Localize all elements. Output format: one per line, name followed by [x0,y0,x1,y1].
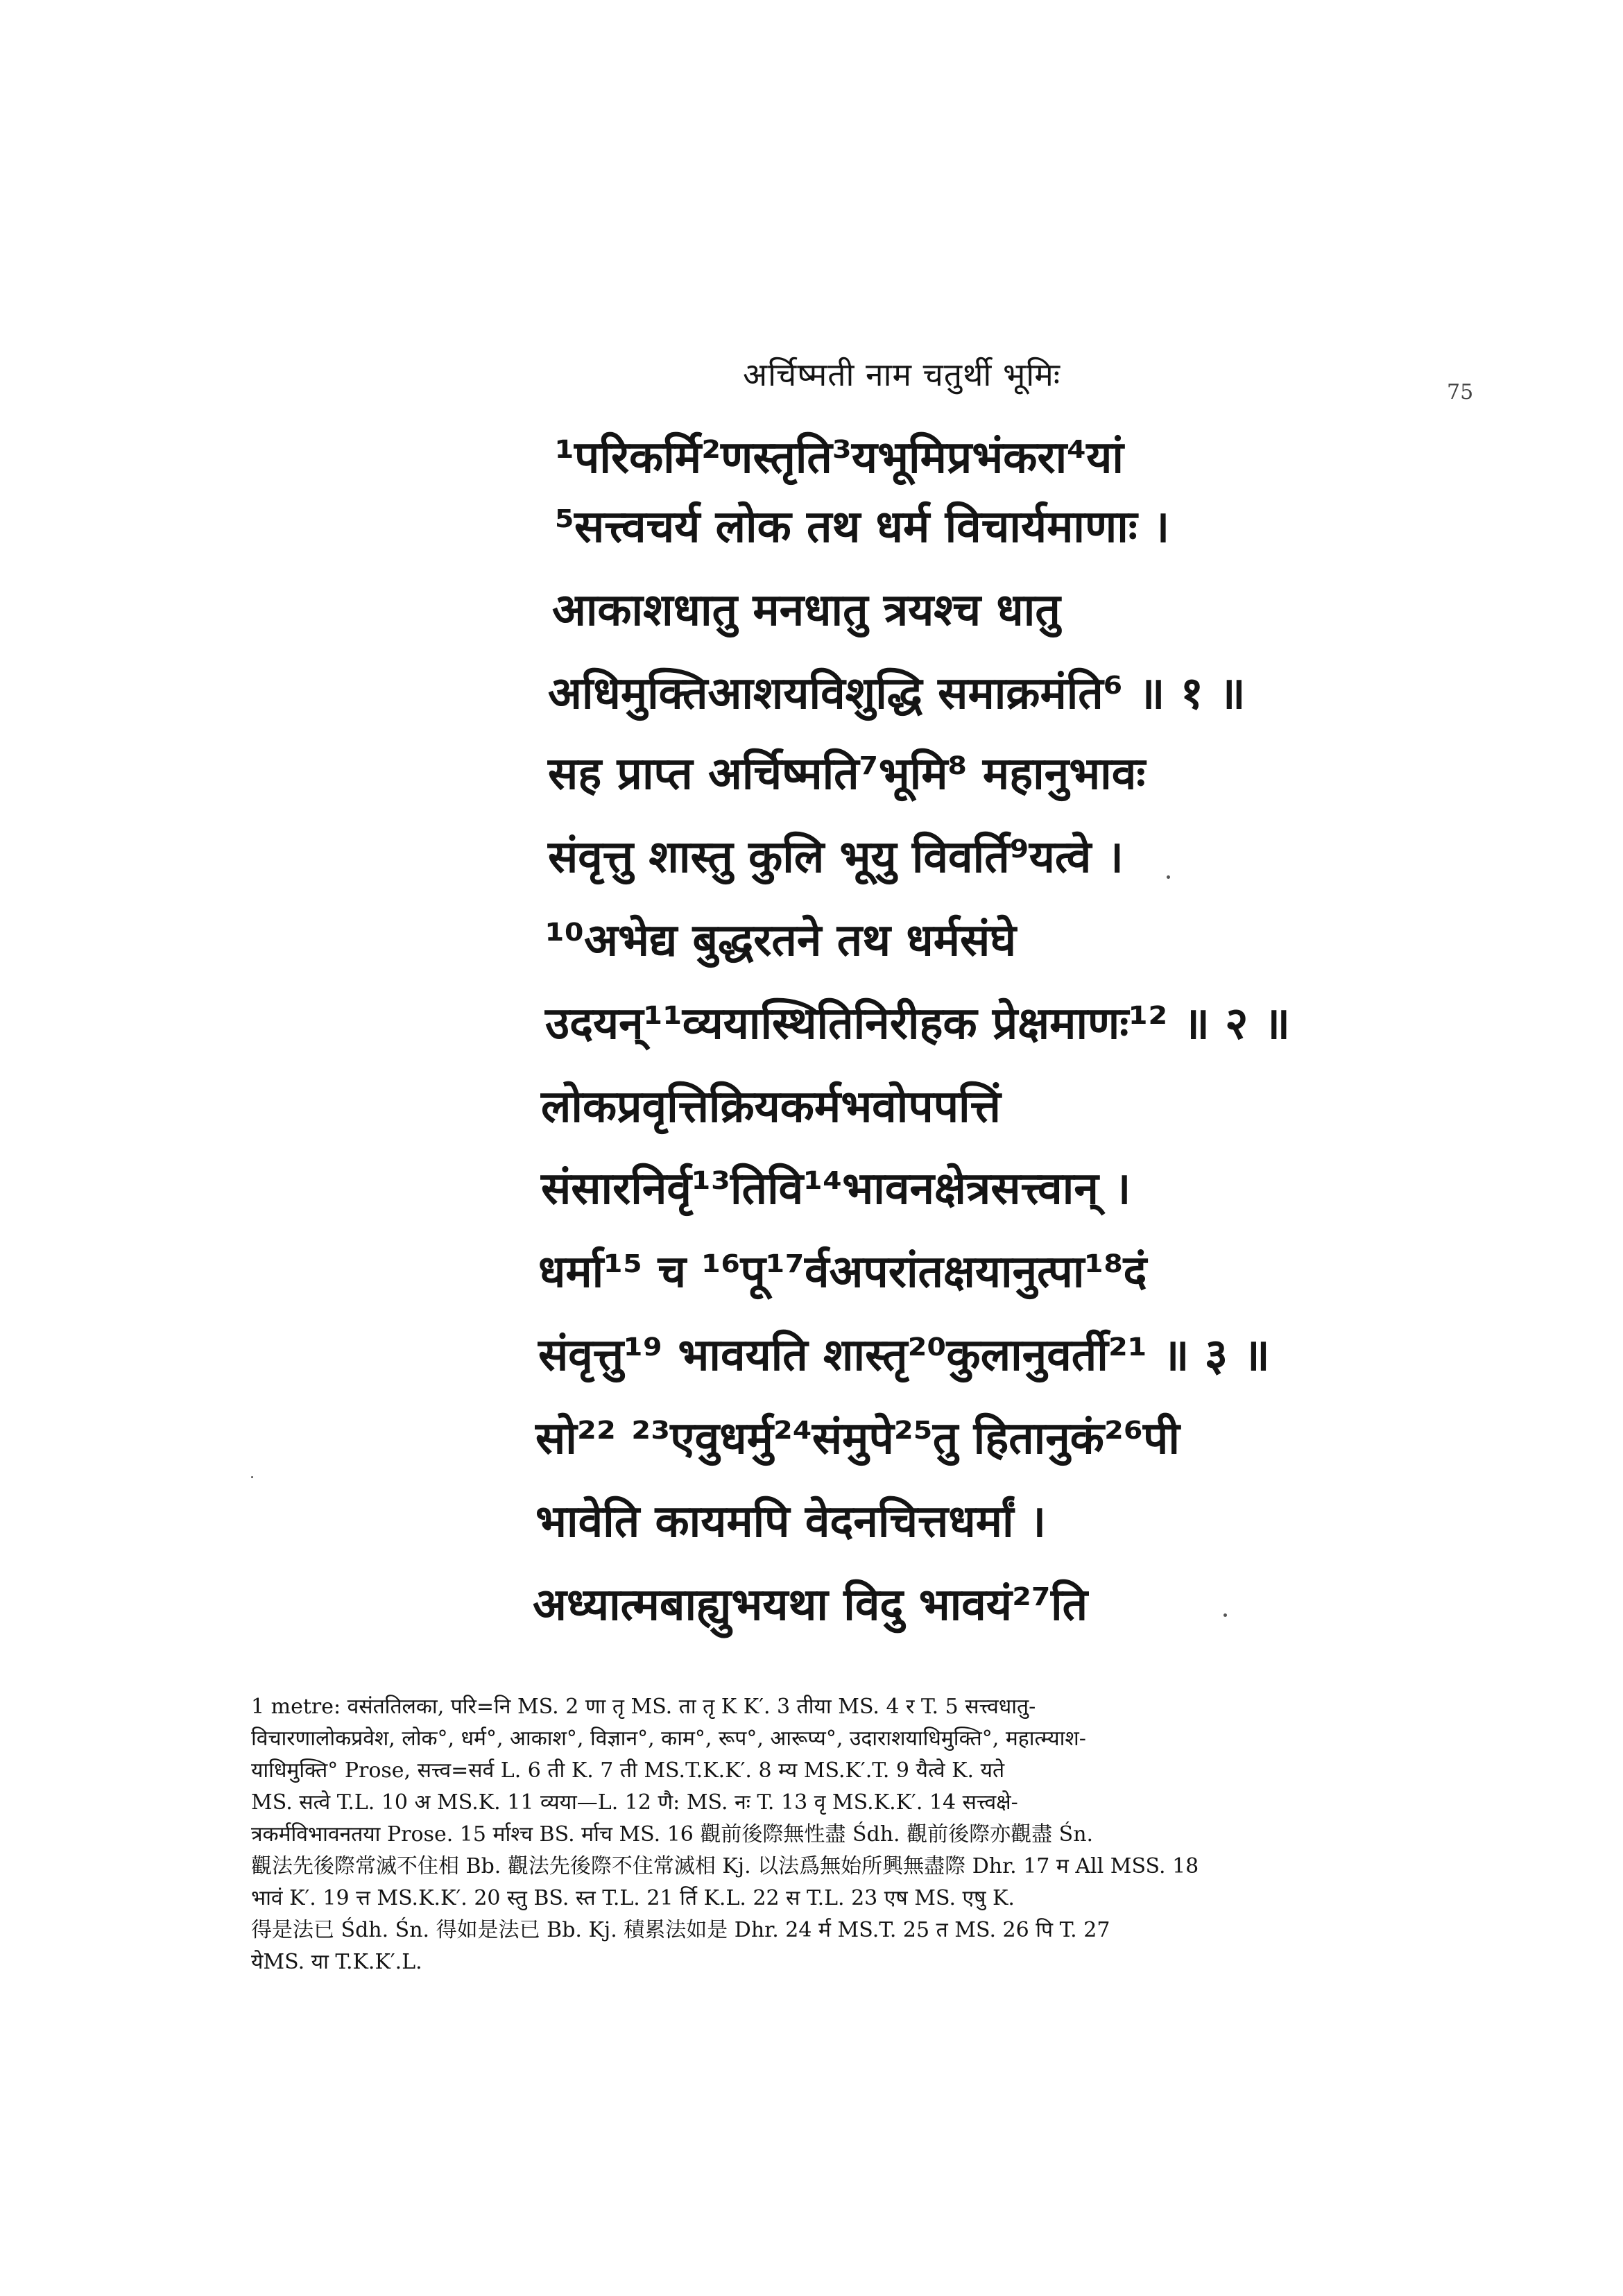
verse-line: संवृत्तु शास्तु कुलि भूयु विवर्ति⁹यत्वे । [548,832,1124,883]
verse-line: अध्यात्मबाह्युभयथा विदु भावयं²⁷ति [533,1579,1088,1631]
footnote-line: याधिमुक्ति° Prose, सत्त्व=सर्व L. 6 ती K. 7 ती MS.T.K.K′. 8 म्य MS.K′.T. 9 यैत्वे K. यते [251,1758,1005,1783]
verse-line: भावेति कायमपि वेदनचित्तधर्मां । [535,1496,1047,1548]
footnote-line: विचारणालोकप्रवेश, लोक°, धर्म°, आकाश°, विज्ञान°, काम°, रूप°, आरूप्य°, उदाराशयाधिमुक्ति°, महात्म्याश- [251,1727,1086,1751]
verse-line: अधिमुक्तिआशयविशुद्धि समाक्रमंति⁶ ॥ १ ॥ [548,668,1246,719]
footnote-line: त्रकर्मविभावनतया Prose. 15 र्माश्च BS. र्माच MS. 16 觀前後際無性盡 Śdh. 觀前後際亦觀盡 Śn. [251,1822,1094,1847]
footnote-line: 得是法已 Śdh. Śn. 得如是法已 Bb. Kj. 積累法如是 Dhr. 24 र्म MS.T. 25 त MS. 26 पि T. 27 [251,1918,1110,1942]
scan-speck [251,1476,253,1478]
page-number: 75 [1447,380,1474,404]
verse-line: ¹⁰अभेद्य बुद्धरतने तथ धर्मसंघे [545,915,1017,966]
footnote-line: भावं K′. 19 त्त MS.K.K′. 20 स्तु BS. स्त T.L. 21 र्ति K.L. 22 स T.L. 23 एष MS. एषु K. [251,1886,1015,1910]
verse-line: संसारनिर्वृ¹³तिवि¹⁴भावनक्षेत्रसत्त्वान् । [541,1163,1131,1215]
footnote-line: MS. सत्वे T.L. 10 अ MS.K. 11 व्यया—L. 12 णै: MS. नः T. 13 वृ MS.K.K′. 14 सत्त्वक्षे- [251,1790,1018,1815]
footnotes [251,1691,1472,1978]
verse-line: धर्मा¹⁵ च ¹⁶पू¹⁷र्वअपरांतक्षयानुत्पा¹⁸दं [538,1246,1147,1298]
footnote-line: 觀法先後際常滅不住相 Bb. 觀法先後際不住常滅相 Kj. 以法爲無始所興無盡際 Dhr. 17 म All MSS. 18 [251,1854,1199,1878]
verse-line: लोकप्रवृत्तिक्रियकर्मभवोपपत्तिं [541,1081,1001,1133]
verse-line: संवृत्तु¹⁹ भावयति शास्तृ²⁰कुलानुवर्ती²¹ ॥ ३ ॥ [538,1330,1270,1381]
verse-line: ¹परिकर्मि²णस्तृति³यभूमिप्रभंकरा⁴यां [555,432,1124,483]
verse-line: उदयन्¹¹व्ययास्थितिनिरीहक प्रेक्षमाणः¹² ॥ २ ॥ [545,998,1291,1050]
running-head: अर्चिष्मती नाम चतुर्थी भूमिः [742,356,1061,393]
verse-line: सो²² ²³एवुधर्मु²⁴संमुपे²⁵तु हितानुकं²⁶पी [535,1413,1180,1464]
scan-speck [1167,875,1170,879]
scan-speck [1223,1613,1227,1617]
verse-line: सह प्राप्त अर्चिष्मति⁷भूमि⁸ महानुभावः [548,748,1146,800]
footnote-line: 1 metre: वसंततिलका, परि=नि MS. 2 णा तृ MS. ता तृ K K′. 3 तीया MS. 4 र T. 5 सत्त्वधातु- [251,1695,1036,1719]
footnote-line: येMS. या T.K.K′.L. [251,1950,422,1974]
verse-line: ⁵सत्त्वचर्य लोक तथ धर्म विचार्यमाणाः । [555,502,1170,553]
verse-line: आकाशधातु मनधातु त्रयश्च धातु [552,585,1060,636]
